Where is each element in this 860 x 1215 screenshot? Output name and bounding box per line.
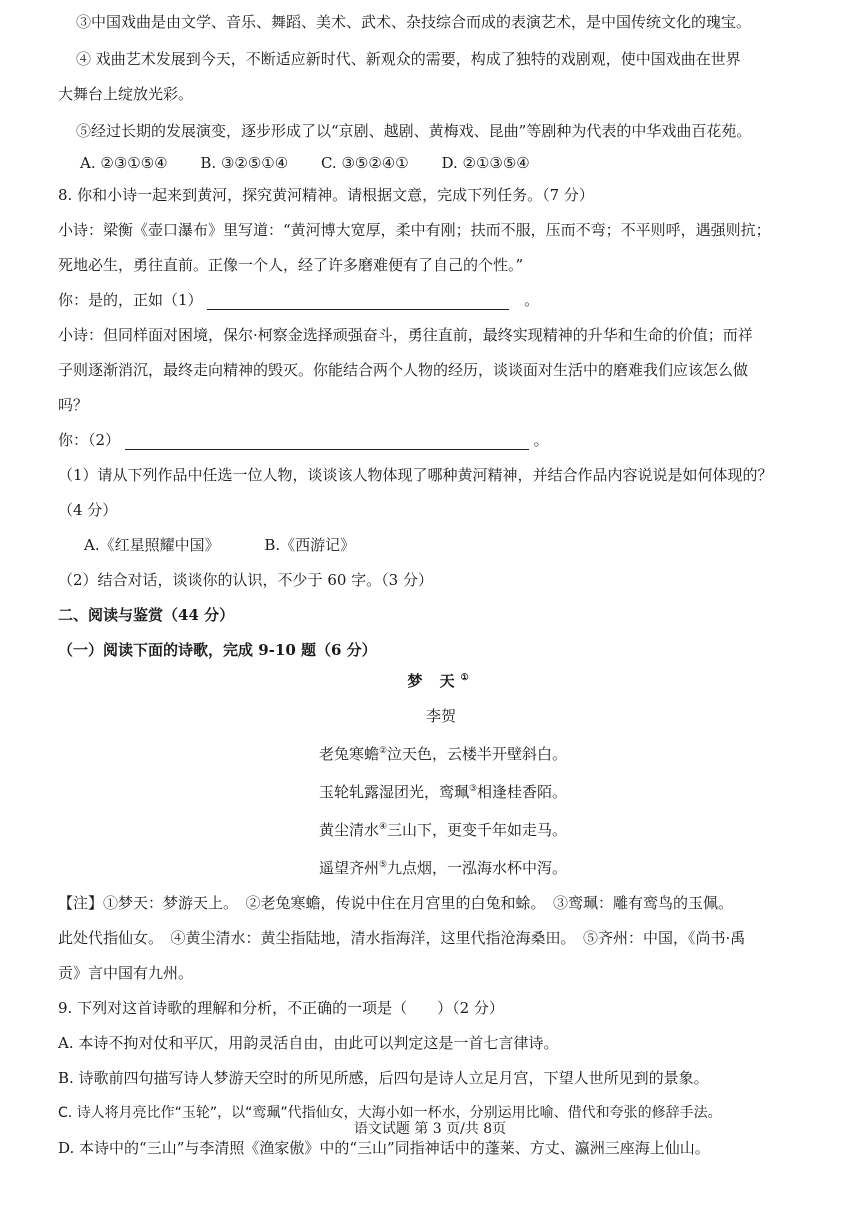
poem-line-4a: 遥望齐州 bbox=[318, 859, 379, 877]
option-d: D. ②①③⑤④ bbox=[441, 154, 530, 172]
q8-poet-line2: 死地必生，勇往直前。正像一个人，经了许多磨难便有了自己的个性。” bbox=[58, 256, 524, 274]
sentence-4-line2: 大舞台上绽放光彩。 bbox=[58, 85, 194, 103]
book-options bbox=[62, 535, 820, 555]
you1-prefix: 你：是的，正如（1） bbox=[58, 291, 203, 309]
poem-title-note: ① bbox=[460, 673, 475, 683]
poem-line-4b: 九点烟，一泓海水杯中泻。 bbox=[387, 859, 568, 877]
poem bbox=[62, 668, 820, 878]
option-b: B. ③②⑤①④ bbox=[200, 154, 289, 172]
q8-task2: （2）结合对话，谈谈你的认识，不少于 60 字。（3 分） bbox=[58, 571, 433, 589]
q9-option-c: C. 诗人将月亮比作“玉轮”，以“鸾珮”代指仙女，大海小如一杯水，分别运用比喻、借代和夸张的修辞手法。 bbox=[58, 1105, 722, 1121]
you2-suffix: 。 bbox=[533, 431, 549, 449]
poem-line-1 bbox=[62, 741, 820, 764]
poem-line-3 bbox=[62, 817, 820, 840]
section-2-title: 二、阅读与鉴赏（44 分） bbox=[58, 606, 235, 624]
notes-line2: 此处代指仙女。 ④黄尘清水：黄尘指陆地，清水指海洋，这里代指沧海桑田。 ⑤齐州：中国，《尚书·禹 bbox=[58, 929, 746, 947]
poem-line-3a: 黄尘清水 bbox=[318, 821, 379, 839]
q8-poet-line1: 小诗：梁衡《壶口瀑布》里写道：“黄河博大宽厚，柔中有刚；扶而不服，压而不弯；不平则呼，遇强则抗； bbox=[58, 221, 771, 239]
q8-task1-line2: （4 分） bbox=[58, 501, 118, 519]
q8-you-answer2 bbox=[58, 430, 820, 450]
answer-blank-2[interactable] bbox=[125, 433, 529, 450]
page-footer: 语文试题 第 3 页/共 8页 bbox=[353, 1121, 507, 1137]
q8-stem: 8. 你和小诗一起来到黄河，探究黄河精神。请根据文意，完成下列任务。（7 分） bbox=[58, 186, 594, 204]
sentence-3: ③中国戏曲是由文学、音乐、舞蹈、美术、武术、杂技综合而成的表演艺术，是中国传统文化的瑰宝。 bbox=[76, 13, 752, 31]
option-a: A. ②③①⑤④ bbox=[80, 154, 168, 172]
q8-poet2-line1: 小诗：但同样面对困境，保尔·柯察金选择顽强奋斗，勇往直前，最终实现精神的升华和生命的价值；而祥 bbox=[58, 326, 753, 344]
note-mark-2: ② bbox=[378, 746, 388, 756]
poem-line-1b: 泣天色，云楼半开壁斜白。 bbox=[387, 745, 568, 763]
note-mark-3: ③ bbox=[468, 784, 478, 794]
q8-you-answer1 bbox=[58, 290, 820, 310]
q9-option-a: A. 本诗不拘对仗和平仄，用韵灵活自由，由此可以判定这是一首七言律诗。 bbox=[58, 1034, 559, 1052]
section-2-sub1: （一）阅读下面的诗歌，完成 9-10 题（6 分） bbox=[58, 641, 377, 659]
q8-poet2-line3: 吗？ bbox=[58, 396, 89, 414]
q9-option-d: D. 本诗中的“三山”与李清照《渔家傲》中的“三山”同指神话中的蓬莱、方丈、瀛洲三座海上仙山。 bbox=[58, 1139, 710, 1157]
order-options bbox=[62, 153, 820, 173]
poem-line-2b: 相逢桂香陌。 bbox=[477, 783, 568, 801]
q9-option-b: B. 诗歌前四句描写诗人梦游天空时的所见所感，后四句是诗人立足月宫，下望人世所见到的景象。 bbox=[58, 1069, 709, 1087]
q8-poet2-line2: 子则逐渐消沉，最终走向精神的毁灭。你能结合两个人物的经历，谈谈面对生活中的磨难我们应该怎么做 bbox=[58, 361, 749, 379]
sentence-4-line1: ④ 戏曲艺术发展到今天，不断适应新时代、新观众的需要，构成了独特的戏剧观，使中国戏曲在世界 bbox=[76, 50, 741, 68]
poem-author: 李贺 bbox=[425, 707, 456, 725]
q8-task1-line1: （1）请从下列作品中任选一位人物，谈谈该人物体现了哪种黄河精神，并结合作品内容说说是如何体现的？ bbox=[58, 466, 773, 484]
book-b: B.《西游记》 bbox=[264, 536, 356, 554]
sentence-5: ⑤经过长期的发展演变，逐步形成了以“京剧、越剧、黄梅戏、昆曲”等剧种为代表的中华戏曲百花苑。 bbox=[76, 122, 752, 140]
poem-line-3b: 三山下，更变千年如走马。 bbox=[387, 821, 568, 839]
you2-prefix: 你：（2） bbox=[58, 431, 121, 449]
answer-blank-1[interactable] bbox=[207, 293, 509, 310]
notes-line1: 【注】①梦天：梦游天上。 ②老兔寒蟾，传说中住在月宫里的白兔和蜍。 ③鸾珮：雕有鸾鸟的玉佩。 bbox=[58, 894, 734, 912]
option-c: C. ③⑤②④① bbox=[320, 154, 409, 172]
you1-suffix: 。 bbox=[524, 291, 540, 309]
poem-line-2 bbox=[62, 779, 820, 802]
poem-line-1a: 老兔寒蟾 bbox=[318, 745, 379, 763]
note-mark-5: ⑤ bbox=[378, 860, 388, 870]
poem-line-4 bbox=[62, 855, 820, 878]
q9-stem: 9. 下列对这首诗歌的理解和分析，不正确的一项是（ ）（2 分） bbox=[58, 999, 504, 1017]
poem-title bbox=[62, 668, 820, 691]
poem-line-2a: 玉轮轧露湿团光，鸾珮 bbox=[318, 783, 469, 801]
poem-title-text: 梦 天 bbox=[407, 672, 461, 690]
note-mark-4: ④ bbox=[378, 822, 388, 832]
book-a: A.《红星照耀中国》 bbox=[84, 536, 220, 554]
notes-line3: 贡》言中国有九州。 bbox=[58, 964, 194, 982]
